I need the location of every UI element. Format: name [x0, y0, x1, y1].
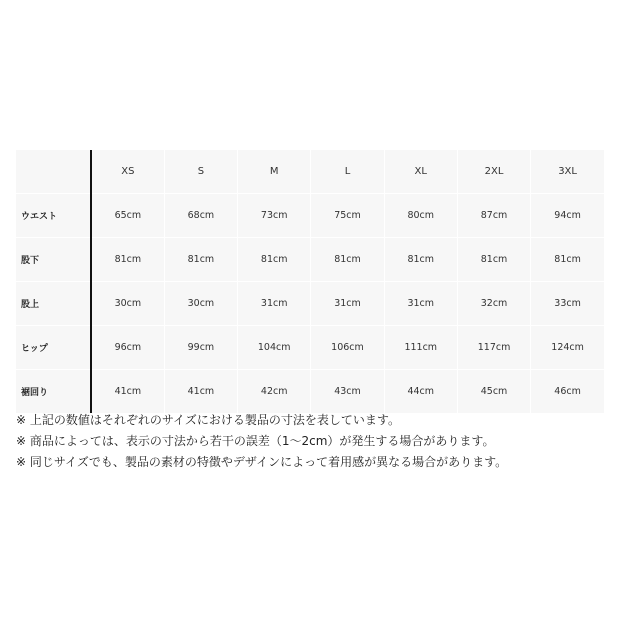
row-label: 裾回り [16, 370, 91, 414]
table-cell: 94cm [531, 194, 604, 238]
table-cell: 32cm [457, 282, 530, 326]
table-cell: 96cm [91, 326, 164, 370]
table-row-rise [16, 282, 604, 326]
table-cell: 81cm [238, 238, 311, 282]
table-cell: 73cm [238, 194, 311, 238]
size-header-l: L [311, 150, 384, 194]
table-cell: 106cm [311, 326, 384, 370]
note-item: ※ 上記の数値はそれぞれのサイズにおける製品の寸法を表しています。 [16, 413, 400, 427]
row-label: ウエスト [16, 194, 91, 238]
table-cell: 45cm [457, 370, 530, 414]
row-label: 股下 [16, 238, 91, 282]
table-cell: 31cm [238, 282, 311, 326]
row-label: 股上 [16, 282, 91, 326]
table-cell: 30cm [91, 282, 164, 326]
row-label: ヒップ [16, 326, 91, 370]
table-cell: 31cm [384, 282, 457, 326]
size-header-2xl: 2XL [457, 150, 530, 194]
table-row-hip [16, 326, 604, 370]
table-cell: 99cm [164, 326, 237, 370]
table-row-inseam [16, 238, 604, 282]
table-cell: 104cm [238, 326, 311, 370]
table-cell: 81cm [91, 238, 164, 282]
table-cell: 46cm [554, 386, 581, 397]
size-header-xl: XL [384, 150, 457, 194]
table-cell: 75cm [311, 194, 384, 238]
table-row-waist [16, 194, 604, 238]
table-cell: 41cm [91, 370, 164, 414]
table-cell: 124cm [531, 326, 604, 370]
size-header-xs: XS [91, 150, 164, 194]
table-cell: 44cm [384, 370, 457, 414]
size-header-3xl: 3XL [531, 150, 604, 194]
note-item: ※ 同じサイズでも、製品の素材の特徴やデザインによって着用感が異なる場合があります。 [16, 455, 508, 469]
table-cell: 33cm [531, 282, 604, 326]
table-cell: 43cm [311, 370, 384, 414]
size-header-m: M [238, 150, 311, 194]
table-cell: 81cm [384, 238, 457, 282]
table-cell: 111cm [384, 326, 457, 370]
table-cell: 80cm [384, 194, 457, 238]
table-cell: 87cm [457, 194, 530, 238]
table-cell: 65cm [91, 194, 164, 238]
table-cell: 81cm [531, 238, 604, 282]
table-cell: 31cm [311, 282, 384, 326]
table-cell: 117cm [457, 326, 530, 370]
size-header-row [16, 150, 604, 194]
corner-cell [16, 150, 91, 194]
table-cell: 30cm [164, 282, 237, 326]
table-cell: 41cm [164, 370, 237, 414]
size-chart-table [16, 150, 604, 413]
notes-list [16, 410, 616, 473]
table-cell: 81cm [311, 238, 384, 282]
table-cell: 42cm [238, 370, 311, 414]
size-header-s: S [164, 150, 237, 194]
table-cell: 81cm [164, 238, 237, 282]
table-cell: 68cm [164, 194, 237, 238]
note-item: ※ 商品によっては、表示の寸法から若干の誤差（1〜2cm）が発生する場合があります。 [16, 434, 495, 448]
table-row-hem [16, 370, 604, 414]
table-cell: 81cm [457, 238, 530, 282]
